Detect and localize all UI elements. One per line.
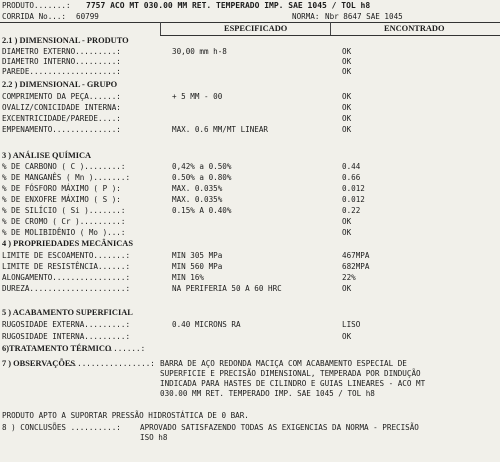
table-row: % DE MANGANÊS ( Mn ).......: 0.50% a 0.80% 0.66: [2, 173, 361, 182]
column-header-rule: [160, 35, 500, 36]
table-row: % DE CROMO ( Cr ).........: OK: [2, 217, 352, 226]
section-title-observacoes: 7 ) OBSERVAÇÕES: [2, 359, 76, 368]
section-title-analise-quimica: 3 ) ANÁLISE QUÍMICA: [2, 151, 92, 160]
observacao-line: INDICADA PARA HASTES DE CILINDRO E GUIAS LINEARES - ACO MT: [160, 379, 426, 388]
table-row: % DE ENXOFRE MÁXIMO ( S ): MAX. 0.035% 0.012: [2, 195, 365, 204]
norma-value: Nbr 8647 SAE 1045: [325, 12, 403, 21]
table-row: LIMITE DE ESCOAMENTO.......: MIN 305 MPa 467MPA: [2, 251, 370, 260]
table-row: % DE CARBONO ( C )........: 0,42% a 0.50% 0.44: [2, 162, 361, 171]
table-row: COMPRIMENTO DA PEÇA......: + 5 MM - 00 OK: [2, 92, 352, 101]
section-title-propriedades-mecanicas: 4 ) PROPRIEDADES MECÂNICAS: [2, 239, 133, 248]
produto-value: 7757 ACO MT 030.00 MM RET. TEMPERADO IMP. SAE 1045 / TOL h8: [86, 1, 371, 10]
col-especificado: ESPECIFICADO: [224, 24, 288, 33]
corrida-label: CORRIDA No...:: [2, 12, 67, 21]
table-row: EMPENAMENTO..............: MAX. 0.6 MM/MT LINEAR OK: [2, 125, 352, 134]
conclusoes-label: 8 ) CONCLUSÕES ..........:: [2, 423, 121, 432]
table-row: ALONGAMENTO................: MIN 16% 22%: [2, 273, 356, 282]
tratamento-termico-dots: ........:: [104, 344, 146, 353]
section-title-tratamento-termico: 6)TRATAMENTO TÉRMICO: [2, 344, 112, 353]
observacao-line: SUPERFICIE E PRECISÃO DIMENSIONAL, TEMPERADA POR DINDUÇÃO: [160, 369, 421, 378]
table-row: PAREDE...................: OK: [2, 67, 352, 76]
table-row: RUGOSIDADE INTERNA.........: OK: [2, 332, 352, 341]
table-row: % DE MOLIBIDÊNIO ( Mo )...: OK: [2, 228, 352, 237]
observacao-line: BARRA DE AÇO REDONDA MACIÇA COM ACABAMENTO ESPECIAL DE: [160, 359, 407, 368]
table-row: DUREZA.....................: NA PERIFERIA 50 A 60 HRC OK: [2, 284, 352, 293]
table-row: LIMITE DE RESISTÊNCIA......: MIN 560 MPa 682MPA: [2, 262, 370, 271]
table-row: EXCENTRICIDADE/PAREDE....: OK: [2, 114, 352, 123]
section-title-acabamento-superficial: 5 ) ACABAMENTO SUPERFICIAL: [2, 308, 133, 317]
observacoes-dots: ..................:: [68, 359, 155, 368]
corrida-value: 60799: [76, 12, 99, 21]
column-divider: [160, 22, 161, 35]
norma-label: NORMA:: [292, 12, 320, 21]
table-row: DIAMETRO INTERNO.........: OK: [2, 57, 352, 66]
table-row: % DE SILÍCIO ( Si ).......: 0.15% A 0.40% 0.22: [2, 206, 361, 215]
table-row: RUGOSIDADE EXTERNA.........: 0.40 MICRONS RA LISO: [2, 320, 361, 329]
header-rule: [0, 22, 500, 23]
pressao-hidrostatica-note: PRODUTO APTO A SUPORTAR PRESSÃO HIDROSTÁTICA DE 0 BAR.: [2, 411, 249, 420]
table-row: DIAMETRO EXTERNO.........: 30,00 mm h-8 OK: [2, 47, 352, 56]
observacao-line: 030.00 MM RET. TEMPERADO IMP. SAE 1045 / TOL h8: [160, 389, 375, 398]
conclusoes-text: ISO h8: [140, 433, 168, 442]
col-encontrado: ENCONTRADO: [384, 24, 445, 33]
section-title-dimensional-produto: 2.1 ) DIMENSIONAL - PRODUTO: [2, 36, 129, 45]
table-row: OVALIZ/CONICIDADE INTERNA: OK: [2, 103, 352, 112]
column-divider: [330, 22, 331, 35]
conclusoes-text: APROVADO SATISFAZENDO TODAS AS EXIGENCIAS DA NORMA - PRECISÃO: [140, 423, 419, 432]
table-row: % DE FÓSFORO MÁXIMO ( P ): MAX. 0.035% 0.012: [2, 184, 365, 193]
produto-label: PRODUTO.......:: [2, 1, 71, 10]
section-title-dimensional-grupo: 2.2 ) DIMENSIONAL - GRUPO: [2, 80, 118, 89]
